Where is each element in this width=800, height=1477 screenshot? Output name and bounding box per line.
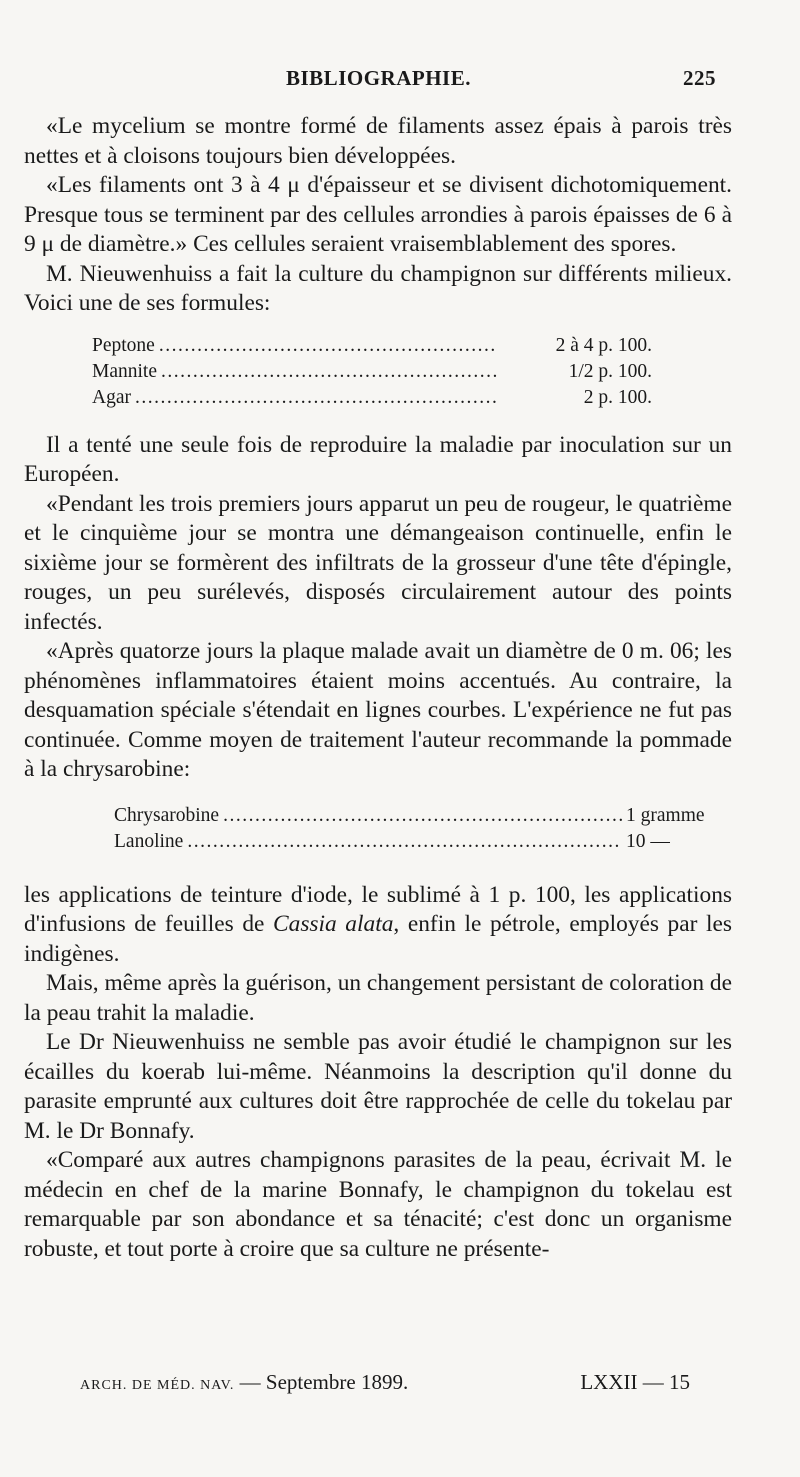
paragraph: «Pendant les trois premiers jours apparut un peu de rougeur, le quatrième et le cinquième jour se montra une démangeaison continuelle, enfin le sixième jour se formèrent des infiltrats de la grosseur d'une tête d'épingle, rouges, un peu surélevés, disposés circulairement autour des points infectés. bbox=[24, 490, 732, 635]
ointment-formula bbox=[114, 803, 730, 855]
formula-ingredient: Agar bbox=[92, 386, 131, 408]
formula-row bbox=[92, 333, 652, 359]
journal-name: ARCH. DE MÉD. NAV. bbox=[80, 1378, 235, 1393]
formula-ingredient: Lanoline bbox=[114, 830, 184, 852]
paragraph: «Comparé aux autres champignons parasites de la peau, écrivait M. le médecin en chef de la marine Bonnafy, le champignon du tokelau est remarquable par son abondance et sa ténacité; c'est donc un organisme robuste, et tout porte à croire que sa culture ne présente- bbox=[24, 1147, 732, 1262]
formula-row bbox=[114, 803, 730, 829]
paragraph: «Les filaments ont 3 à 4 μ d'épaisseur et se divisent dichotomiquement. Presque tous se terminent par des cellules arrondies à parois épaisses de 6 à 9 μ de diamètre.» Ces cellules seraient vraisemblablement des spores. bbox=[24, 172, 732, 257]
formula-quantity: 1 gramme bbox=[626, 804, 705, 826]
leader-dots bbox=[161, 359, 498, 385]
paragraph bbox=[24, 881, 732, 970]
formula-quantity: 2 à 4 p. 100. bbox=[555, 334, 652, 356]
leader-dots bbox=[223, 803, 622, 829]
culture-formula bbox=[92, 333, 652, 411]
species-name: Cassia alata bbox=[273, 911, 394, 937]
formula-quantity: 1/2 p. 100. bbox=[568, 360, 652, 382]
formula-quantity: 10 — bbox=[626, 830, 670, 852]
footer-dash: — bbox=[234, 1370, 266, 1394]
header-title: BIBLIOGRAPHIE. bbox=[286, 66, 471, 90]
formula-ingredient: Peptone bbox=[92, 334, 155, 356]
leader-dots bbox=[187, 829, 622, 855]
leader-dots bbox=[135, 385, 498, 411]
paragraph: Il a tenté une seule fois de reproduire la maladie par inoculation sur un Européen. bbox=[24, 431, 732, 487]
paragraph: M. Nieuwenhuiss a fait la culture du champignon sur différents milieux. Voici une de ses formules: bbox=[24, 260, 732, 316]
formula-ingredient: Mannite bbox=[92, 360, 157, 382]
formula-quantity: 2 p. 100. bbox=[583, 386, 652, 408]
text-run: , enfin le pétrole, employés par les indigènes. bbox=[24, 911, 732, 967]
text-run: les applications de teinture d'iode, le sublimé à 1 p. 100, les applications d'infusions de feuilles de bbox=[24, 881, 732, 937]
page-number: 225 bbox=[683, 66, 716, 90]
formula-row bbox=[92, 359, 652, 385]
paragraph: «Le mycelium se montre formé de filaments assez épais à parois très nettes et à cloisons toujours bien développées. bbox=[24, 113, 732, 169]
formula-ingredient: Chrysarobine bbox=[114, 804, 220, 826]
leader-dots bbox=[159, 333, 498, 359]
paragraph: Le Dr Nieuwenhuiss ne semble pas avoir étudié le champignon sur les écailles du koerab lui-même. Néanmoins la description qu'il donne du parasite emprunté aux cultures doit être rapprochée de celle du tokelau par M. le Dr Bonnafy. bbox=[24, 1029, 732, 1144]
formula-row bbox=[114, 829, 730, 855]
page-footer bbox=[80, 1370, 690, 1395]
issue-date: Septembre 1899. bbox=[265, 1370, 409, 1394]
formula-row bbox=[92, 385, 652, 411]
paragraph: Mais, même après la guérison, un changement persistant de coloration de la peau trahit la maladie. bbox=[24, 970, 732, 1026]
paragraph: «Après quatorze jours la plaque malade avait un diamètre de 0 m. 06; les phénomènes inflammatoires étaient moins accentués. Au contraire, la desquamation spéciale s'étendait en lignes courbes. L'expérience ne fut pas continuée. Comme moyen de traitement l'auteur recommande la pommade à la chrysarobine: bbox=[24, 638, 732, 782]
footer-left bbox=[80, 1370, 408, 1395]
body-text bbox=[24, 112, 732, 1264]
signature-mark: LXXII — 15 bbox=[580, 1370, 690, 1394]
running-header bbox=[286, 66, 716, 91]
